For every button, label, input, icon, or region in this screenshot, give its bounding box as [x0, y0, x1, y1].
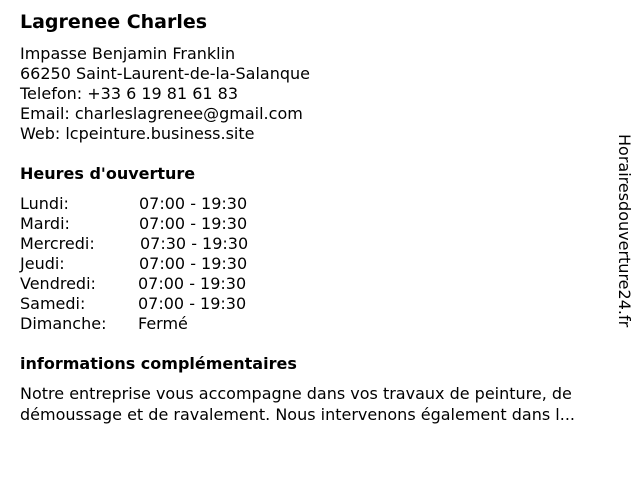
business-name: Lagrenee Charles: [20, 11, 208, 33]
description-line: démoussage et de ravalement. Nous intervenons également dans l...: [20, 405, 575, 424]
hours-closed-value: Fermé: [138, 314, 188, 333]
site-watermark: Horairesdouverture24.fr: [615, 134, 634, 328]
hours-day-label: Lundi:: [20, 194, 69, 213]
hours-row-saturday: [20, 294, 320, 314]
email-line: Email: charleslagrenee@gmail.com: [20, 104, 303, 123]
hours-row-monday: [20, 194, 320, 214]
hours-time-value: 07:30 - 19:30: [140, 234, 249, 253]
hours-time-value: 07:00 - 19:30: [139, 214, 248, 233]
hours-row-wednesday: [20, 234, 320, 254]
business-description: [20, 383, 624, 425]
hours-day-label: Samedi:: [20, 294, 86, 313]
hours-day-label: Dimanche:: [20, 314, 107, 333]
hours-time-value: 07:00 - 19:30: [138, 274, 247, 293]
hours-row-sunday: [20, 314, 320, 334]
hours-row-tuesday: [20, 214, 320, 234]
hours-day-label: Mardi:: [20, 214, 70, 233]
additional-info-heading: informations complémentaires: [20, 354, 297, 373]
website-line: Web: lcpeinture.business.site: [20, 124, 255, 143]
hours-row-friday: [20, 274, 320, 294]
hours-day-label: Jeudi:: [20, 254, 65, 273]
hours-time-value: 07:00 - 19:30: [139, 194, 248, 213]
address-street: Impasse Benjamin Franklin: [20, 44, 236, 63]
hours-row-thursday: [20, 254, 320, 274]
address-city: 66250 Saint-Laurent-de-la-Salanque: [20, 64, 310, 83]
description-line: Notre entreprise vous accompagne dans vos travaux de peinture, de: [20, 384, 572, 403]
hours-time-value: 07:00 - 19:30: [138, 294, 247, 313]
hours-day-label: Mercredi:: [20, 234, 95, 253]
hours-day-label: Vendredi:: [20, 274, 96, 293]
hours-time-value: 07:00 - 19:30: [139, 254, 248, 273]
opening-hours-heading: Heures d'ouverture: [20, 164, 196, 183]
phone-line: Telefon: +33 6 19 81 61 83: [20, 84, 239, 103]
